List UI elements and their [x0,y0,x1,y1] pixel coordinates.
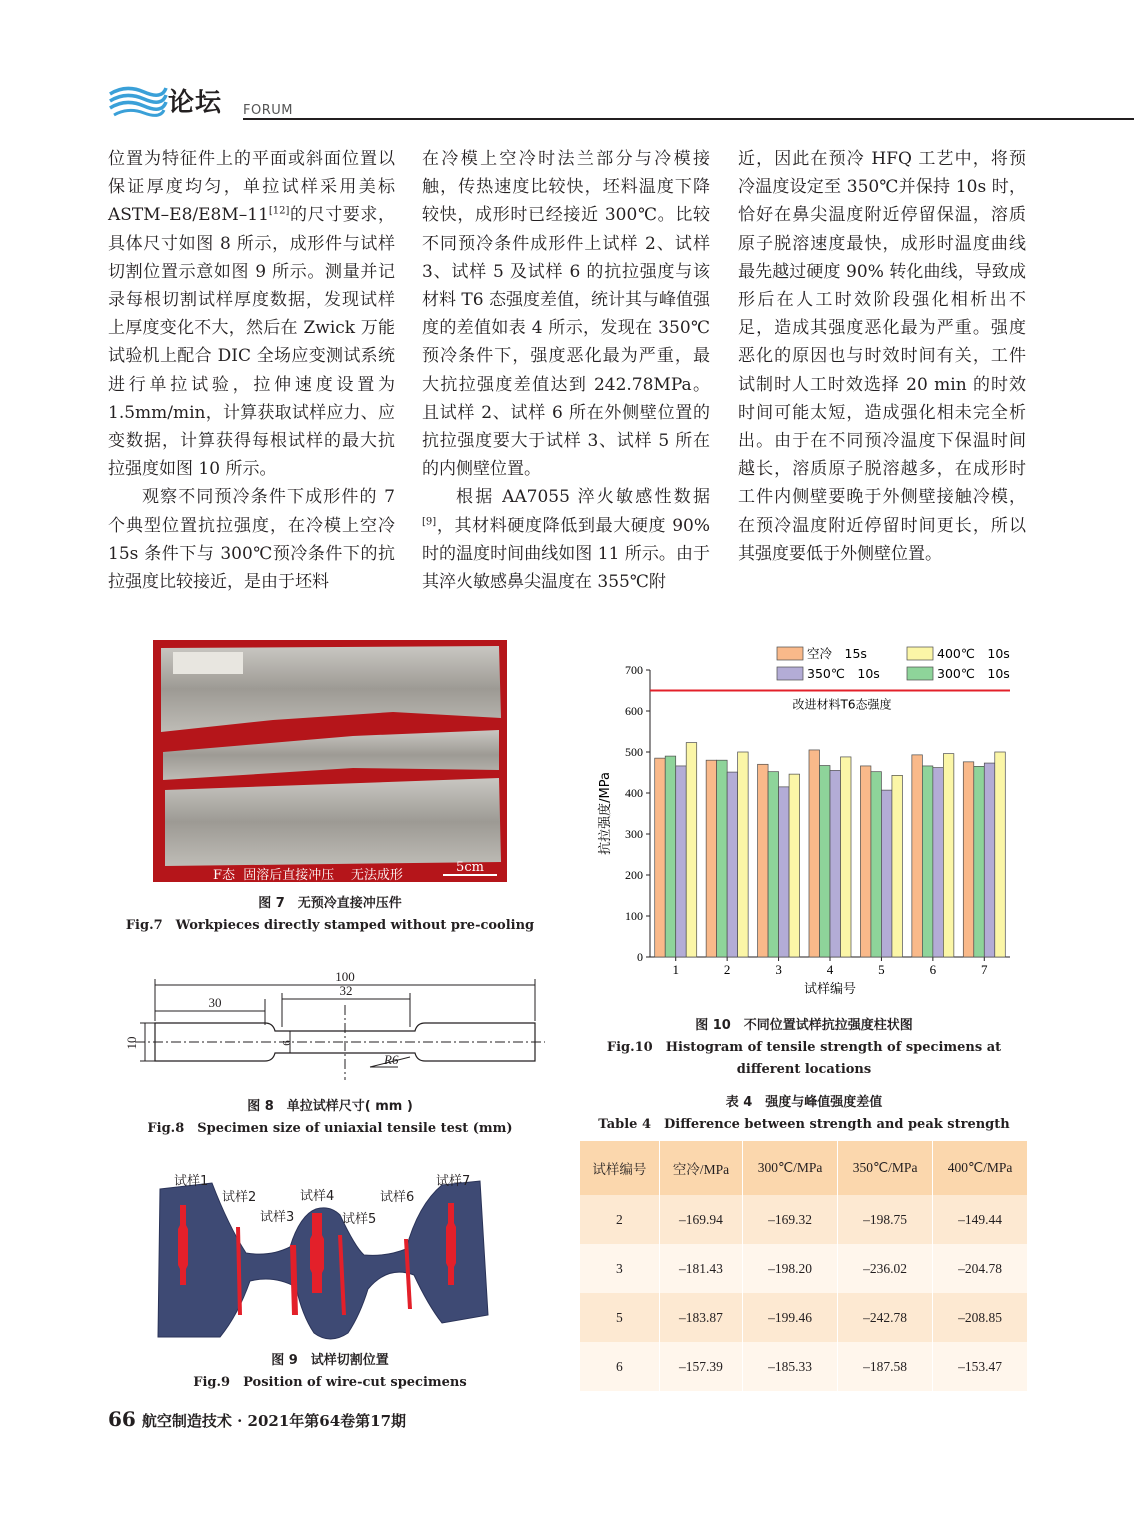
legend-swatch [907,647,933,660]
fig7-caption: 图 7 无预冷直接冲压件 Fig.7 Workpieces directly stamped without pre-cooling [125,896,535,933]
y-tick-label: 500 [625,745,643,759]
table-cell: –187.58 [838,1342,933,1391]
table-row [580,1293,1027,1342]
dim-width: 10 [124,1036,139,1050]
dim-total: 100 [335,969,355,984]
y-tick-label: 200 [625,868,643,882]
specimen-4-mark [310,1213,324,1293]
bar [871,772,882,957]
y-tick-label: 700 [625,663,643,677]
bar [768,772,779,957]
table-row [580,1244,1027,1293]
legend-swatch [907,667,933,680]
table-cell: –169.94 [659,1195,742,1244]
table-cell: –169.32 [743,1195,838,1244]
bar [995,752,1006,957]
page-number: 66 [108,1407,136,1431]
table-cell: –149.44 [933,1195,1027,1244]
bar [860,766,871,957]
table-cell: –183.87 [659,1293,742,1342]
specimen-label: 试样7 [436,1174,471,1189]
text-column-1 [108,145,395,596]
paragraph: 观察不同预冷条件下成形件的 7 个典型位置抗拉强度，在冷模上空冷 15s 条件下与 300℃预冷条件下的抗拉强度比较接近，是由于坯料 [108,487,395,593]
x-axis-label: 试样编号 [803,982,857,997]
section-subtitle: FORUM [243,103,293,118]
header-rule [243,118,1134,120]
bar [655,758,666,957]
table4 [580,1141,1027,1391]
table-cell: –204.78 [933,1244,1027,1293]
y-tick-label: 300 [625,827,643,841]
x-tick-label: 3 [775,962,782,977]
journal-logo-icon [108,82,168,118]
fig10-caption: 图 10 不同位置试样抗拉强度柱状图 Fig.10 Histogram of tensile strength of specimens at different locations [606,1018,1002,1077]
dim-radius: R6 [384,1052,399,1067]
table-cell: 5 [580,1293,659,1342]
table-cell: –242.78 [838,1293,933,1342]
table-cell: –198.75 [838,1195,933,1244]
fig7-photo [153,640,507,882]
table-cell: –157.39 [659,1342,742,1391]
bar [686,743,697,957]
table-header: 空冷/MPa [659,1141,742,1195]
x-tick-label: 4 [826,962,834,977]
y-tick-label: 600 [625,704,643,718]
chart-legend [777,646,1010,681]
specimen-label: 试样2 [222,1190,257,1205]
chart-bars [655,743,1006,957]
table-header: 400℃/MPa [933,1141,1027,1195]
table-cell: –236.02 [838,1244,933,1293]
x-tick-label: 2 [723,962,731,977]
table-header: 300℃/MPa [743,1141,838,1195]
specimen-label: 试样5 [342,1212,377,1227]
bar [841,757,852,957]
bar [706,760,716,957]
bar [912,755,923,957]
table-cell: –208.85 [933,1293,1027,1342]
x-tick-label: 1 [672,962,679,977]
scale-bar: 5cm [443,860,497,876]
fig8-specimen-drawing [110,965,550,1085]
page-footer [108,1407,406,1431]
bar [892,775,903,957]
table4-caption: 表 4 强度与峰值强度差值 Table 4 Difference between strength and peak strength [598,1095,1010,1132]
table-cell: 2 [580,1195,659,1244]
fig8-caption: 图 8 单拉试样尺寸( mm ) Fig.8 Specimen size of uniaxial tensile test (mm) [147,1099,513,1136]
table-header: 350℃/MPa [838,1141,933,1195]
y-tick-label: 100 [625,909,643,923]
bar [963,762,974,957]
specimen-label: 试样4 [300,1189,335,1204]
fig9-caption: 图 9 试样切割位置 Fig.9 Position of wire-cut specimens [193,1353,467,1390]
bar [943,754,954,957]
fig9-workpiece-drawing [150,1165,490,1350]
paragraph: 位置为特征件上的平面或斜面位置以保证厚度均匀，单拉试样采用美标ASTM–E8/E8M–11[12]的尺寸要求，具体尺寸如图 8 所示，成形件与试样切割位置示意如图 9 所示。测量并记录每根切割试样厚度数据，发现试样上厚度变化不大，然后在 Zwick 万能试验机上配合 DIC 全场应变测试系统进行单拉试验，拉伸速度设置为 1.5mm/min，计算获取试样应力、应变数据，计算获得每根试样的最大抗拉强度如图 10 所示。 [108,149,395,480]
table-cell: –185.33 [743,1342,838,1391]
bar [665,756,676,957]
bar [758,764,769,957]
y-tick-label: 400 [625,786,643,800]
reference-line-label: 改进材料T6态强度 [792,697,892,712]
legend-label: 300℃ 10s [937,666,1010,681]
bar [922,766,933,957]
legend-label: 400℃ 10s [937,646,1010,661]
dim-gauge: 32 [339,983,353,998]
bar [779,787,790,957]
journal-info: 航空制造技术 · 2021年第64卷第17期 [141,1412,407,1430]
legend-swatch [777,647,803,660]
table-header: 试样编号 [580,1141,659,1195]
specimen-label: 试样1 [174,1174,209,1189]
stamped-workpiece-image [153,640,507,882]
table-row [580,1195,1027,1244]
table-cell: –198.20 [743,1244,838,1293]
legend-swatch [777,667,803,680]
table-cell: –199.46 [743,1293,838,1342]
paragraph: 近，因此在预冷 HFQ 工艺中，将预冷温度设定至 350℃并保持 10s 时，恰好在鼻尖温度附近停留保温，溶质原子脱溶速度最快，成形时温度曲线最先越过硬度 90% 转化曲线，导致成形后在人工时效阶段强化相析出不足，造成其强度恶化最为严重。强度恶化的原因也与时效时间有关，工件试制时人工时效选择 20 min 的时效时间可能太短，造成强化相未完全析出。由于在不同预冷温度下保温时间越长，溶质原子脱溶越多，在成形时工件内侧壁要晚于外侧壁接触冷模，在预冷温度附近停留时间更长，所以其强度要低于外侧壁位置。 [738,149,1026,564]
text-column-3 [738,145,1026,568]
x-tick-label: 7 [981,962,988,977]
bar [717,760,728,957]
dim-narrow: 6 [281,1040,293,1046]
table-row [580,1342,1027,1391]
bar [820,766,831,957]
fig10-bar-chart [585,635,1035,1005]
y-axis-label: 抗拉强度/MPa [598,772,613,855]
table-cell: 3 [580,1244,659,1293]
bar [933,768,944,957]
table-cell: –181.43 [659,1244,742,1293]
bar [984,763,995,957]
bar [789,774,800,957]
y-tick-label: 0 [637,950,643,964]
x-tick-label: 5 [878,962,885,977]
legend-label: 空冷 15s [807,646,867,661]
bar [727,772,738,957]
table-cell: 6 [580,1342,659,1391]
bar [676,766,687,957]
specimen-label: 试样6 [380,1190,415,1205]
paragraph: 在冷模上空冷时法兰部分与冷模接触，传热速度比较快，坯料温度下降较快，成形时已经接近 300℃。比较不同预冷条件成形件上试样 2、试样 3、试样 5 及试样 6 的抗拉强度与该材料 T6 态强度差值，统计其与峰值强度的差值如表 4 所示，发现在 350℃预冷条件下，强度恶化最为严重，最大抗拉强度差值达到 242.78MPa。且试样 2、试样 6 所在外侧壁位置的抗拉强度要大于试样 3、试样 5 所在的内侧壁位置。 [422,149,710,480]
x-tick-label: 6 [929,962,937,977]
bar [830,770,841,957]
specimen-label: 试样3 [260,1210,295,1225]
section-title: 论坛 [168,88,223,118]
table-cell: –153.47 [933,1342,1027,1391]
bar [738,752,749,957]
paragraph: 根据 AA7055 淬火敏感性数据[9]，其材料硬度降低到最大硬度 90% 时的温度时间曲线如图 11 所示。由于其淬火敏感鼻尖温度在 355℃附 [422,487,710,593]
bar [881,790,892,957]
bar [809,750,820,957]
table-header-row [580,1141,1027,1195]
text-column-2 [422,145,710,596]
photo-caption: F态 固溶后直接冲压 无法成形 5cm [153,862,507,882]
legend-label: 350℃ 10s [807,666,880,681]
dim-grip: 30 [208,995,222,1010]
bar [974,766,985,957]
